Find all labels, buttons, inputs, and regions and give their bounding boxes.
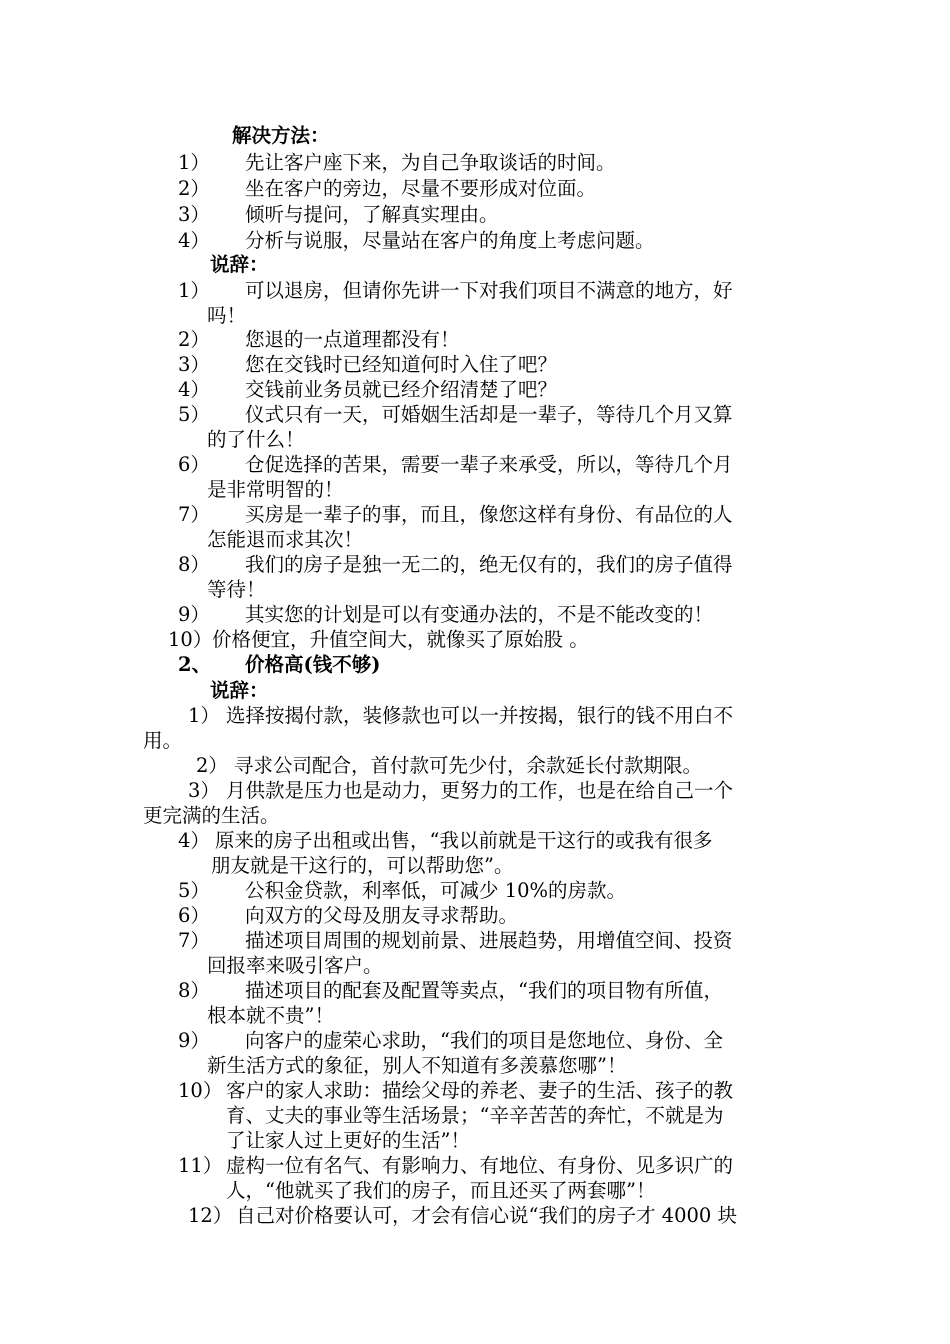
script-heading: 说辞： xyxy=(210,253,269,276)
list-item: 交钱前业务员就已经介绍清楚了吧？ xyxy=(245,378,558,401)
list-number: 12） xyxy=(188,1204,233,1227)
list-number: 6） xyxy=(178,453,210,476)
list-item: 先让客户座下来，为自己争取谈话的时间。 xyxy=(245,151,616,174)
solution-heading: 解决方法： xyxy=(232,124,330,147)
list-item: 我们的房子是独一无二的，绝无仅有的，我们的房子值得 xyxy=(245,553,733,576)
list-item-continuation: 了让家人过上更好的生活”！ xyxy=(226,1129,470,1152)
list-number: 9） xyxy=(178,1029,210,1052)
list-item: 原来的房子出租或出售，“我以前就是干这行的或我有很多 xyxy=(215,829,713,852)
list-item: 坐在客户的旁边，尽量不要形成对位面。 xyxy=(245,177,597,200)
list-number: 2） xyxy=(178,177,210,200)
list-item: 向双方的父母及朋友寻求帮助。 xyxy=(245,904,519,927)
list-item-continuation: 人，“他就买了我们的房子，而且还买了两套哪”！ xyxy=(226,1179,656,1202)
list-item-continuation: 根本就不贵”！ xyxy=(207,1004,334,1027)
list-number: 2） xyxy=(178,328,210,351)
list-number: 8） xyxy=(178,979,210,1002)
list-number: 1） xyxy=(188,704,220,727)
list-number: 6） xyxy=(178,904,210,927)
list-item: 可以退房，但请你先讲一下对我们项目不满意的地方，好 xyxy=(245,279,733,302)
list-number: 7） xyxy=(178,929,210,952)
list-number: 1） xyxy=(178,151,210,174)
list-number: 8） xyxy=(178,553,210,576)
list-item: 公积金贷款，利率低，可减少 10%的房款。 xyxy=(245,879,627,902)
list-number: 4） xyxy=(178,378,210,401)
list-number: 7） xyxy=(178,503,210,526)
script-heading: 说辞： xyxy=(210,679,269,702)
list-number: 1） xyxy=(178,279,210,302)
list-item: 仪式只有一天，可婚姻生活却是一辈子，等待几个月又算 xyxy=(245,403,733,426)
list-item-continuation: 朋友就是干这行的，可以帮助您”。 xyxy=(211,854,514,877)
list-number: 4） xyxy=(178,229,210,252)
list-item: 月供款是压力也是动力，更努力的工作，也是在给自己一个 xyxy=(226,779,734,802)
list-item: 向客户的虚荣心求助，“我们的项目是您地位、身份、全 xyxy=(245,1029,723,1052)
list-item-continuation: 吗！ xyxy=(207,304,247,327)
list-item: 您退的一点道理都没有！ xyxy=(245,328,460,351)
list-item: 描述项目的配套及配置等卖点，“我们的项目物有所值， xyxy=(245,979,723,1002)
list-item: 买房是一辈子的事，而且，像您这样有身份、有品位的人 xyxy=(245,503,733,526)
list-item: 描述项目周围的规划前景、进展趋势，用增值空间、投资 xyxy=(245,929,733,952)
list-item: 虚构一位有名气、有影响力、有地位、有身份、见多识广的 xyxy=(226,1154,734,1177)
section-title: 价格高(钱不够) xyxy=(245,653,381,676)
list-item: 选择按揭付款，装修款也可以一并按揭，银行的钱不用白不 xyxy=(226,704,734,727)
section-number: 2、 xyxy=(178,653,212,676)
list-number: 5） xyxy=(178,879,210,902)
list-item-continuation: 新生活方式的象征，别人不知道有多羡慕您哪”！ xyxy=(207,1054,627,1077)
list-item-continuation: 育、丈夫的事业等生活场景；“辛辛苦苦的奔忙，不就是为 xyxy=(226,1104,724,1127)
list-item: 倾听与提问，了解真实理由。 xyxy=(245,203,499,226)
list-item-continuation: 是非常明智的！ xyxy=(207,478,344,501)
list-number: 3） xyxy=(178,203,210,226)
list-number: 10） xyxy=(168,628,213,651)
list-item: 仓促选择的苦果，需要一辈子来承受，所以，等待几个月 xyxy=(245,453,733,476)
list-item-continuation: 等待！ xyxy=(207,578,266,601)
list-item: 分析与说服，尽量站在客户的角度上考虑问题。 xyxy=(245,229,655,252)
list-item: 客户的家人求助：描绘父母的养老、妻子的生活、孩子的教 xyxy=(226,1079,734,1102)
list-item: 价格便宜，升值空间大，就像买了原始股 。 xyxy=(212,628,589,651)
list-number: 4） xyxy=(178,829,210,852)
list-number: 3） xyxy=(178,353,210,376)
list-item: 您在交钱时已经知道何时入住了吧？ xyxy=(245,353,558,376)
list-number: 11） xyxy=(178,1154,223,1177)
list-item-continuation: 回报率来吸引客户。 xyxy=(207,954,383,977)
list-number: 2） xyxy=(196,754,228,777)
list-item: 寻求公司配合，首付款可先少付，余款延长付款期限。 xyxy=(234,754,703,777)
list-item-continuation: 用。 xyxy=(143,729,183,752)
list-item: 其实您的计划是可以有变通办法的，不是不能改变的！ xyxy=(245,603,714,626)
list-number: 10） xyxy=(178,1079,223,1102)
list-number: 9） xyxy=(178,603,210,626)
list-number: 3） xyxy=(188,779,220,802)
list-item: 自己对价格要认可，才会有信心说“我们的房子才 4000 块 xyxy=(236,1204,737,1227)
list-item-continuation: 更完满的生活。 xyxy=(143,804,280,827)
list-number: 5） xyxy=(178,403,210,426)
list-item-continuation: 怎能退而求其次！ xyxy=(207,528,364,551)
list-item-continuation: 的了什么！ xyxy=(207,428,305,451)
